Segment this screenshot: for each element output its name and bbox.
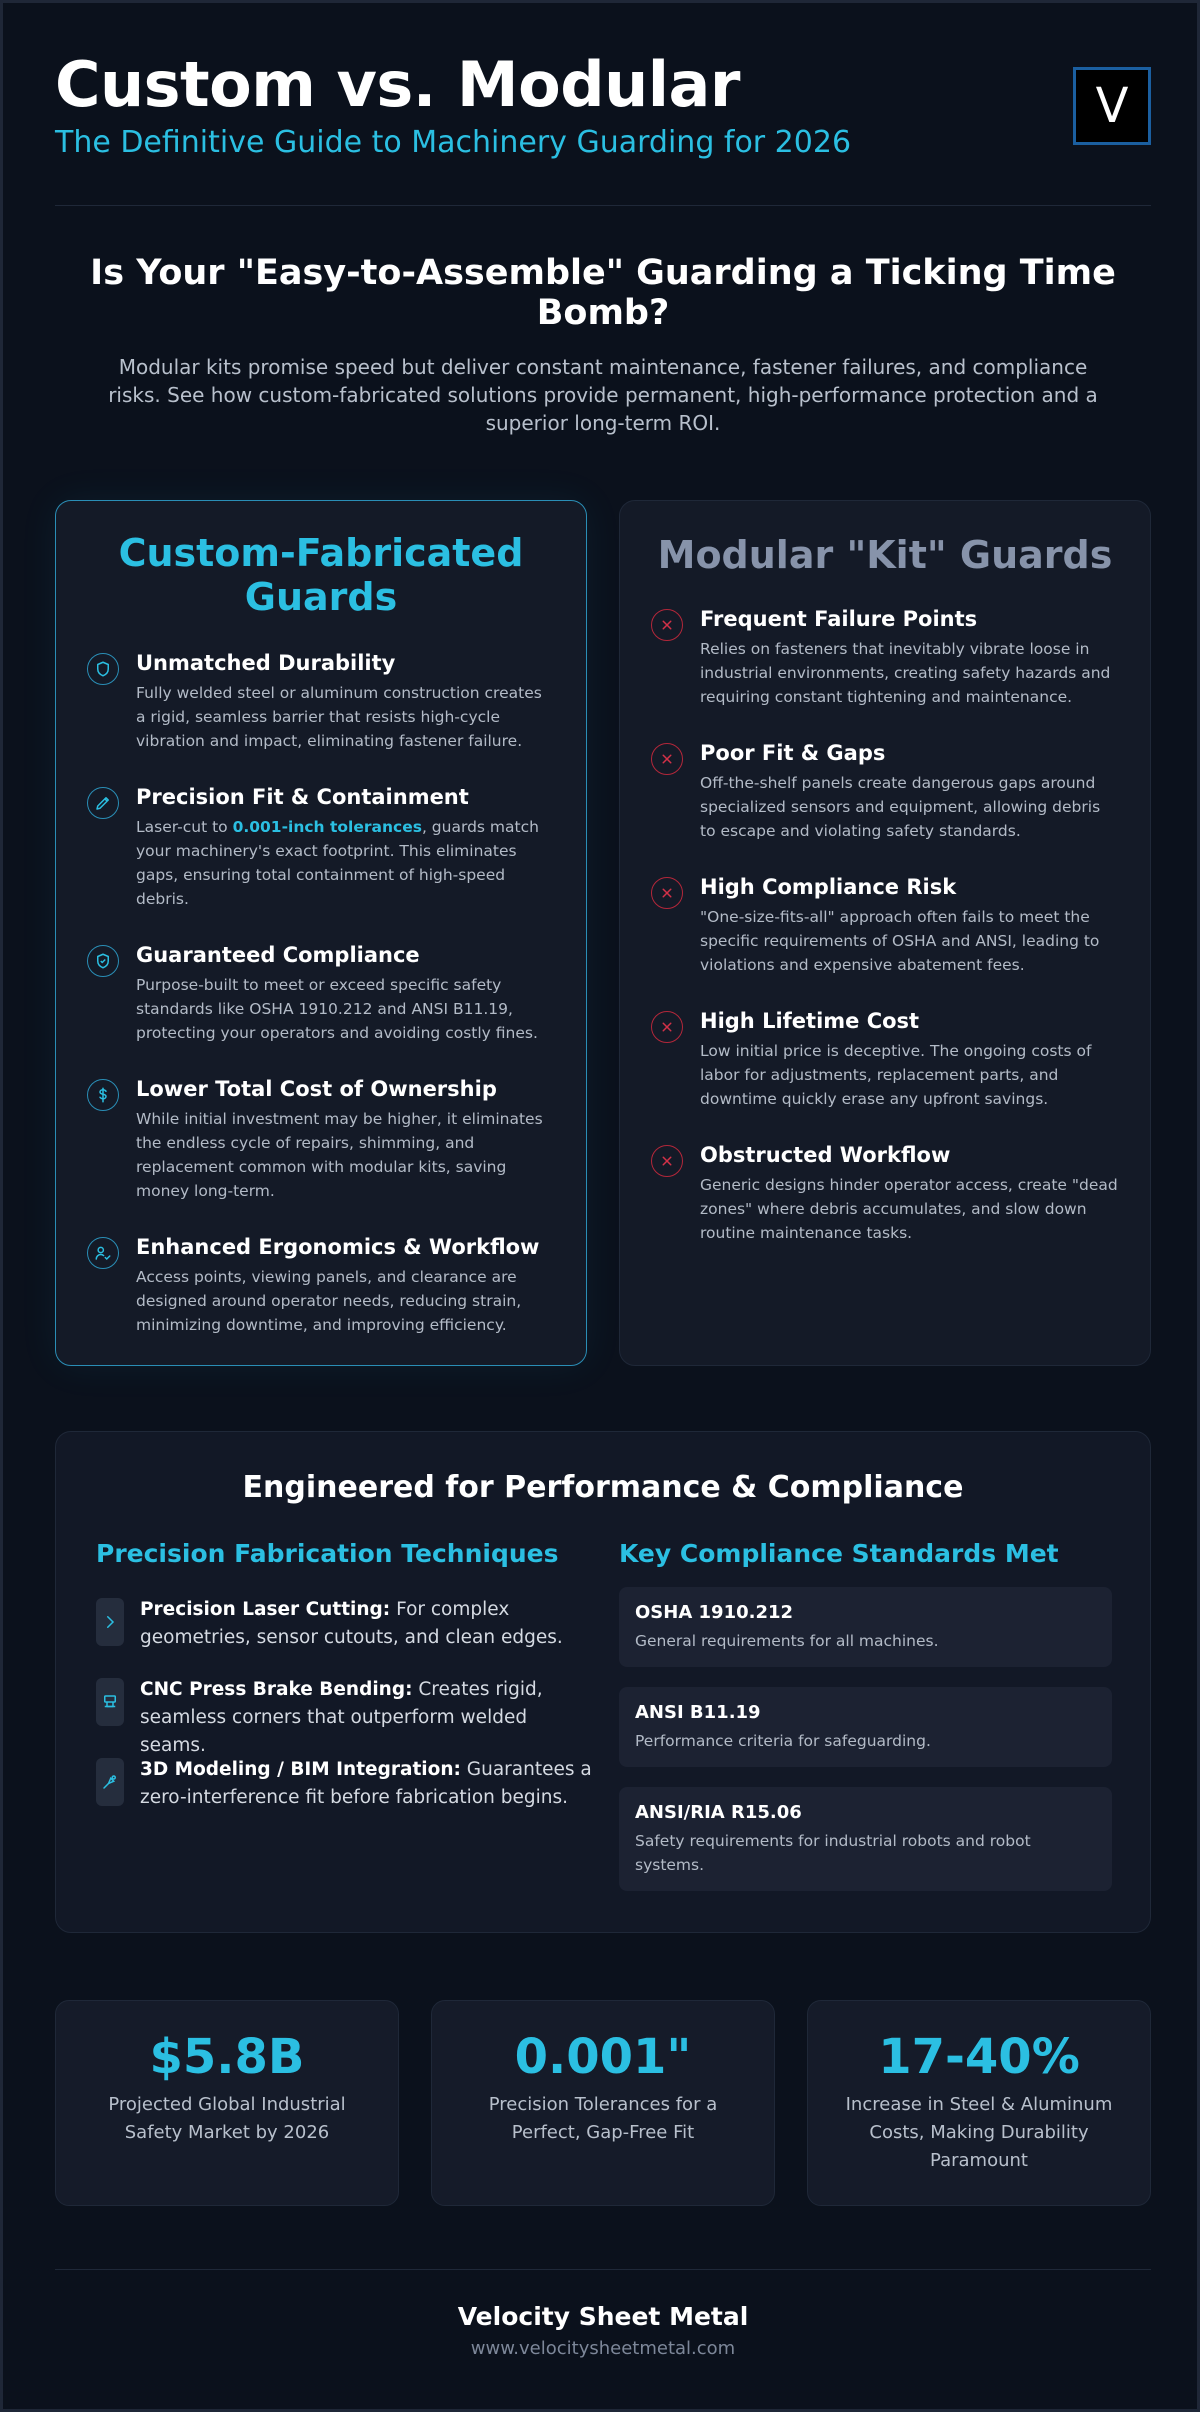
shield-icon <box>87 653 119 685</box>
modular-feature <box>700 1141 1120 1245</box>
page-title: Custom vs. Modular <box>55 48 740 121</box>
techniques-title: Precision Fabrication Techniques <box>96 1539 559 1568</box>
footer-divider <box>55 2269 1151 2270</box>
stat-label: Projected Global Industrial Safety Market by 2026 <box>108 2094 346 2143</box>
x-circle-icon <box>651 877 683 909</box>
technique-text <box>140 1596 596 1652</box>
custom-feature-title: Precision Fit & Containment <box>136 785 469 809</box>
standard-card <box>619 1587 1112 1667</box>
company-name: Velocity Sheet Metal <box>457 2302 749 2331</box>
standard-card <box>619 1787 1112 1891</box>
custom-feature-body: While initial investment may be higher, it eliminates the endless cycle of repairs, shimming, and replacement common with modular kits, saving money long-term. <box>136 1110 543 1200</box>
technique-text <box>140 1676 596 1760</box>
technique-text <box>140 1756 596 1812</box>
technique-label: 3D Modeling / BIM Integration: <box>140 1759 461 1780</box>
body-post: , guards match your machinery's exact footprint. This eliminates gaps, ensuring total containment of high-speed debris. <box>136 818 539 908</box>
engineering-section <box>55 1431 1151 1933</box>
standard-name: ANSI B11.19 <box>635 1702 761 1723</box>
custom-feature-title: Lower Total Cost of Ownership <box>136 1077 497 1101</box>
header-divider <box>55 205 1151 206</box>
custom-feature <box>136 1075 556 1203</box>
stat-card <box>431 2000 775 2206</box>
x-circle-icon <box>651 609 683 641</box>
standard-name: OSHA 1910.212 <box>635 1602 794 1623</box>
custom-feature-title: Guaranteed Compliance <box>136 943 420 967</box>
modular-feature <box>700 739 1120 843</box>
logo-letter: V <box>1095 78 1129 134</box>
modular-feature-body: Generic designs hinder operator access, create "dead zones" where debris accumulates, and slow down routine maintenance tasks. <box>700 1176 1118 1242</box>
modular-feature-title: High Compliance Risk <box>700 875 957 899</box>
press-brake-icon <box>96 1678 124 1726</box>
technique-desc: Creates rigid, seamless corners that outperform welded seams. <box>140 1679 543 1756</box>
stat-card <box>55 2000 399 2206</box>
header <box>55 48 1151 160</box>
modular-feature <box>700 1007 1120 1111</box>
modular-feature-body: Low initial price is deceptive. The ongoing costs of labor for adjustments, replacement parts, and downtime quickly erase any upfront savings. <box>700 1042 1092 1108</box>
shield-check-icon <box>87 945 119 977</box>
chevron-right-icon <box>96 1598 124 1646</box>
pen-icon <box>87 787 119 819</box>
standards-title: Key Compliance Standards Met <box>619 1539 1059 1568</box>
x-circle-icon <box>651 1011 683 1043</box>
tolerance-highlight: 0.001-inch tolerances <box>232 818 422 836</box>
custom-feature-body: Fully welded steel or aluminum construction creates a rigid, seamless barrier that resists high-cycle vibration and impact, eliminating fastener failure. <box>136 684 542 750</box>
modular-feature <box>700 873 1120 977</box>
custom-feature-body: Access points, viewing panels, and clearance are designed around operator needs, reducing strain, minimizing downtime, and improving efficiency. <box>136 1268 522 1334</box>
custom-card-title: Custom-Fabricated Guards <box>118 531 524 619</box>
modular-feature-title: Poor Fit & Gaps <box>700 741 886 765</box>
company-url[interactable]: www.velocitysheetmetal.com <box>470 2338 736 2359</box>
technique-desc: For complex geometries, sensor cutouts, and clean edges. <box>140 1599 563 1648</box>
dollar-icon <box>87 1079 119 1111</box>
hero-body: Modular kits promise speed but deliver constant maintenance, fastener failures, and compliance risks. See how custom-fabricated solutions provide permanent, high-performance protection and a superior long-term ROI. <box>108 355 1098 435</box>
model-icon <box>96 1758 124 1806</box>
hero-heading: Is Your "Easy-to-Assemble" Guarding a Ticking Time Bomb? <box>90 253 1116 333</box>
custom-feature <box>136 783 556 911</box>
modular-feature-body: Relies on fasteners that inevitably vibrate loose in industrial environments, creating safety hazards and requiring constant tightening and maintenance. <box>700 640 1111 706</box>
custom-feature-body: Purpose-built to meet or exceed specific safety standards like OSHA 1910.212 and ANSI B11.19, protecting your operators and avoiding costly fines. <box>136 976 538 1042</box>
stat-value: 0.001" <box>514 2029 692 2085</box>
company-logo <box>1073 67 1151 145</box>
custom-feature-body <box>136 815 556 911</box>
standard-name: ANSI/RIA R15.06 <box>635 1802 802 1823</box>
modular-feature-body: Off-the-shelf panels create dangerous gaps around specialized sensors and equipment, allowing debris to escape and violating safety standards. <box>700 774 1101 840</box>
x-circle-icon <box>651 1145 683 1177</box>
custom-feature-title: Unmatched Durability <box>136 651 396 675</box>
technique-item <box>96 1676 596 1760</box>
modular-feature-title: Frequent Failure Points <box>700 607 978 631</box>
hero-section <box>55 253 1151 437</box>
custom-feature <box>136 649 556 753</box>
body-pre: Laser-cut to <box>136 818 233 836</box>
footer <box>55 2301 1151 2361</box>
engineering-title: Engineered for Performance & Compliance <box>242 1470 964 1505</box>
custom-guards-card <box>55 500 587 1366</box>
technique-item <box>96 1596 596 1652</box>
stat-value: $5.8B <box>149 2029 305 2085</box>
standard-card <box>619 1687 1112 1767</box>
technique-item <box>96 1756 596 1812</box>
standard-desc: Performance criteria for safeguarding. <box>635 1732 931 1750</box>
modular-guards-card <box>619 500 1151 1366</box>
technique-label: CNC Press Brake Bending: <box>140 1679 413 1700</box>
custom-feature <box>136 941 556 1045</box>
modular-card-title: Modular "Kit" Guards <box>657 533 1113 577</box>
custom-feature-title: Enhanced Ergonomics & Workflow <box>136 1235 540 1259</box>
x-circle-icon <box>651 743 683 775</box>
technique-label: Precision Laser Cutting: <box>140 1599 391 1620</box>
modular-feature-title: High Lifetime Cost <box>700 1009 920 1033</box>
modular-feature-body: "One-size-fits-all" approach often fails to meet the specific requirements of OSHA and ANSI, leading to violations and expensive abatement fees. <box>700 908 1100 974</box>
modular-feature-title: Obstructed Workflow <box>700 1143 951 1167</box>
stat-label: Increase in Steel & Aluminum Costs, Making Durability Paramount <box>845 2094 1113 2171</box>
standard-desc: Safety requirements for industrial robots and robot systems. <box>635 1832 1031 1874</box>
user-check-icon <box>87 1237 119 1269</box>
page-subtitle: The Definitive Guide to Machinery Guarding for 2026 <box>55 125 852 160</box>
stat-label: Precision Tolerances for a Perfect, Gap-Free Fit <box>488 2094 718 2143</box>
stat-card <box>807 2000 1151 2206</box>
custom-feature <box>136 1233 556 1337</box>
modular-feature <box>700 605 1120 709</box>
technique-desc: Guarantees a zero-interference fit before fabrication begins. <box>140 1759 592 1808</box>
standard-desc: General requirements for all machines. <box>635 1632 939 1650</box>
stat-value: 17-40% <box>878 2029 1080 2085</box>
